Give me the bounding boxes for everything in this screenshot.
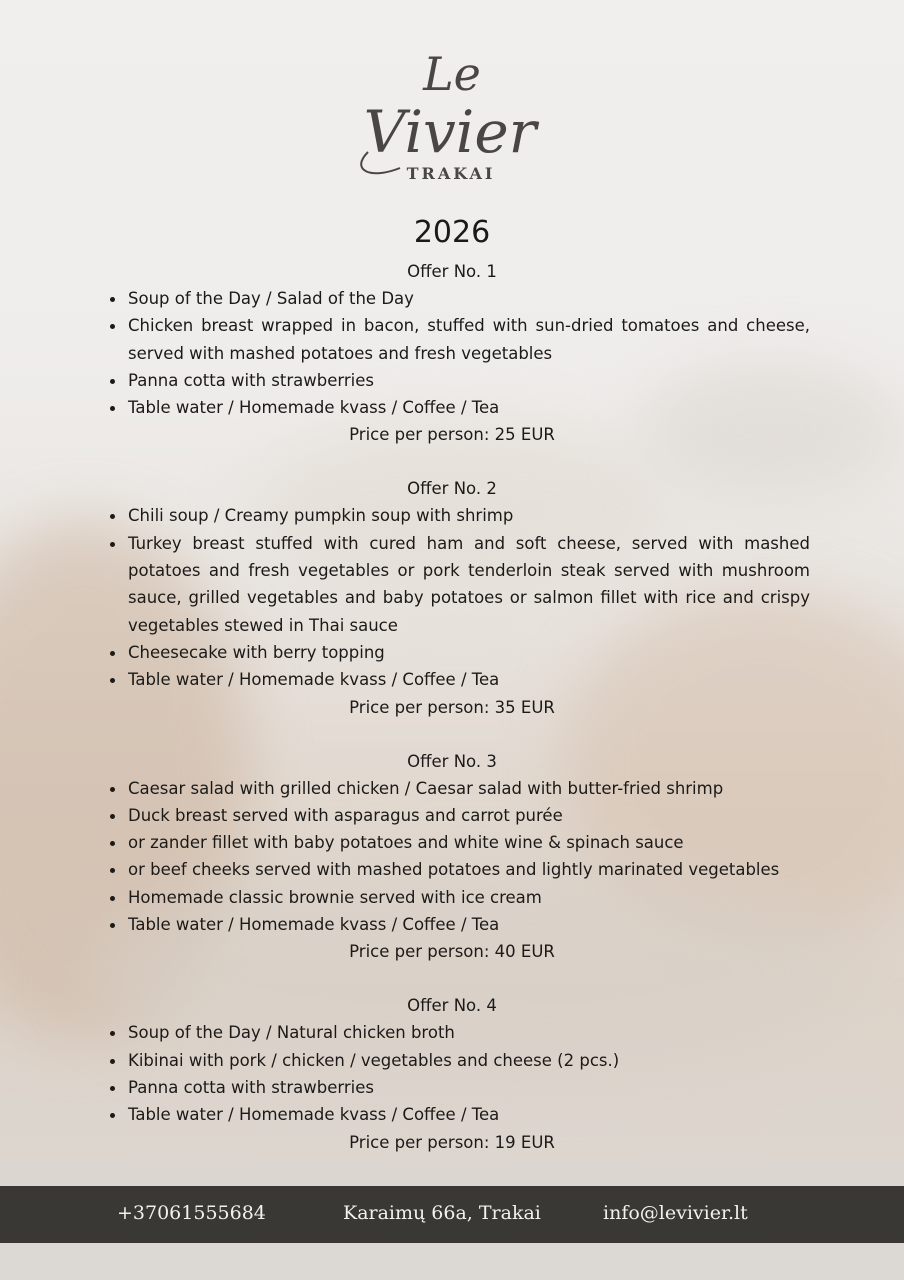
offer-4 (0, 992, 904, 1155)
list-item: Soup of the Day / Natural chicken broth (128, 1019, 810, 1046)
offer-title: Offer No. 4 (407, 996, 497, 1016)
list-item: Table water / Homemade kvass / Coffee / Tea (128, 911, 810, 938)
phone-number[interactable]: +37061555684 (117, 1202, 266, 1224)
list-item: Turkey breast stuffed with cured ham and soft cheese, served with mashed potatoes and fresh vegetables or pork tenderloin steak served with mushroom sauce, grilled vegetables and baby potatoes or salmon fillet with rice and crispy vegetables stewed in Thai sauce (128, 530, 810, 639)
list-item: Duck breast served with asparagus and carrot purée (128, 802, 810, 829)
address: Karaimų 66a, Trakai (343, 1202, 541, 1224)
offer-price: Price per person: 40 EUR (349, 942, 555, 962)
list-item: Panna cotta with strawberries (128, 1074, 810, 1101)
email-link[interactable]: info@levivier.lt (603, 1202, 748, 1224)
offer-items (0, 775, 810, 939)
offer-items (0, 285, 810, 421)
offer-price: Price per person: 19 EUR (349, 1132, 555, 1152)
offer-1 (0, 258, 904, 448)
contact-footer (0, 1186, 904, 1243)
offer-3 (0, 748, 904, 966)
list-item: Chili soup / Creamy pumpkin soup with shrimp (128, 502, 810, 529)
offer-items (0, 1019, 810, 1128)
list-item: Table water / Homemade kvass / Coffee / Tea (128, 1101, 810, 1128)
le-vivier-logo (340, 40, 564, 190)
offer-price: Price per person: 35 EUR (349, 697, 555, 717)
list-item: Kibinai with pork / chicken / vegetables and cheese (2 pcs.) (128, 1047, 810, 1074)
list-item: or zander fillet with baby potatoes and white wine & spinach sauce (128, 829, 810, 856)
svg-text:TRAKAI: TRAKAI (406, 164, 496, 183)
list-item: Homemade classic brownie served with ice cream (128, 884, 810, 911)
svg-text:Le: Le (423, 47, 481, 101)
svg-text:Vivier: Vivier (363, 98, 537, 166)
menu-year: 2026 (413, 215, 491, 250)
list-item: Table water / Homemade kvass / Coffee / Tea (128, 666, 810, 693)
list-item: Cheesecake with berry topping (128, 639, 810, 666)
offer-2 (0, 475, 904, 720)
list-item: Caesar salad with grilled chicken / Caesar salad with butter-fried shrimp (128, 775, 810, 802)
list-item: Table water / Homemade kvass / Coffee / Tea (128, 394, 810, 421)
list-item: Soup of the Day / Salad of the Day (128, 285, 810, 312)
offer-title: Offer No. 1 (407, 262, 497, 281)
list-item: Panna cotta with strawberries (128, 367, 810, 394)
menu-content (0, 206, 904, 1183)
offer-price: Price per person: 25 EUR (349, 425, 555, 445)
offer-items (0, 502, 810, 693)
offer-title: Offer No. 3 (407, 751, 497, 771)
list-item: or beef cheeks served with mashed potatoes and lightly marinated vegetables (128, 856, 810, 883)
offer-title: Offer No. 2 (407, 479, 497, 499)
list-item: Chicken breast wrapped in bacon, stuffed with sun-dried tomatoes and cheese, served with mashed potatoes and fresh vegetables (128, 312, 810, 367)
